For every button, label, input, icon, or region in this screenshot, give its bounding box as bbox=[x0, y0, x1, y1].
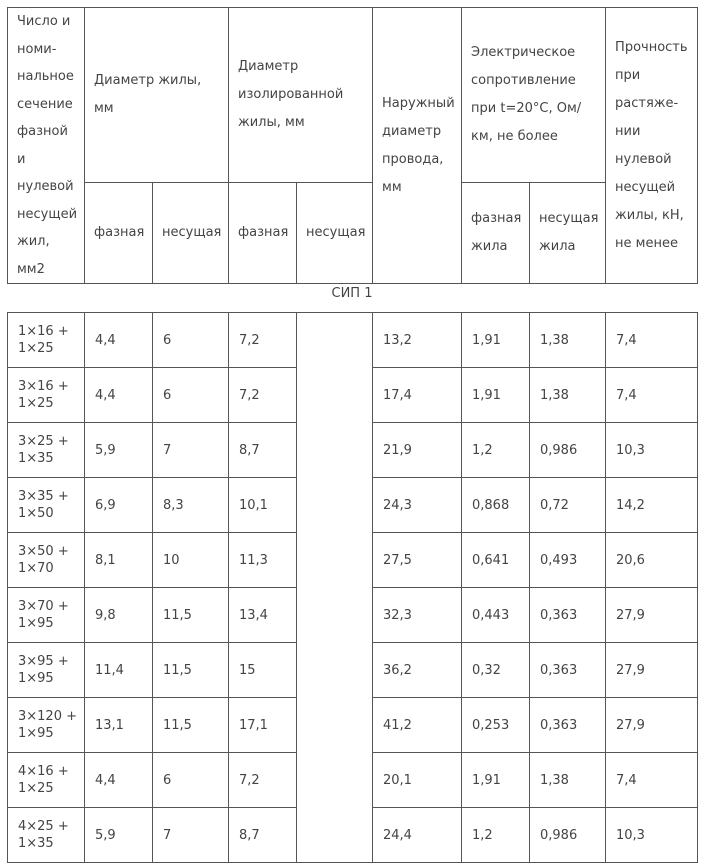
cell-resistance-phase: 1,2 bbox=[462, 808, 530, 863]
cell-resistance-carrier: 1,38 bbox=[530, 313, 606, 368]
cell-strength: 20,6 bbox=[606, 533, 698, 588]
cell-core-carrier: 11,5 bbox=[153, 643, 229, 698]
cell-resistance-carrier: 0,986 bbox=[530, 808, 606, 863]
header-core-phase: фазная bbox=[85, 183, 153, 284]
cell-core-carrier: 7 bbox=[153, 808, 229, 863]
cell-resistance-carrier: 0,363 bbox=[530, 643, 606, 698]
cell-core-carrier: 8,3 bbox=[153, 478, 229, 533]
header-strength: Прочность при растяже-нии нулевой несущей жилы, кН, не менее bbox=[606, 8, 698, 284]
cell-resistance-phase: 0,443 bbox=[462, 588, 530, 643]
table-row bbox=[8, 313, 698, 368]
cell-resistance-phase: 0,253 bbox=[462, 698, 530, 753]
header-core-diameter: Диаметр жилы, мм bbox=[85, 8, 229, 183]
cell-core-phase: 11,4 bbox=[85, 643, 153, 698]
cell-core-carrier: 7 bbox=[153, 423, 229, 478]
header-resistance: Электрическое сопротивление при t=20°C, Ом/км, не более bbox=[462, 8, 606, 183]
cell-section: 3×120 + 1×95 bbox=[8, 698, 85, 753]
cell-insulated-phase: 8,7 bbox=[229, 423, 297, 478]
cell-section: 3×35 + 1×50 bbox=[8, 478, 85, 533]
cell-section: 3×50 + 1×70 bbox=[8, 533, 85, 588]
cell-section: 4×25 + 1×35 bbox=[8, 808, 85, 863]
cell-insulated-phase: 8,7 bbox=[229, 808, 297, 863]
cell-core-phase: 4,4 bbox=[85, 753, 153, 808]
header-count-section: Число и номи-нальное сечение фазной и нулевой несущей жил, мм2 bbox=[8, 8, 85, 284]
cell-resistance-phase: 0,641 bbox=[462, 533, 530, 588]
header-insulated-carrier: несущая bbox=[297, 183, 373, 284]
cell-insulated-phase: 15 bbox=[229, 643, 297, 698]
cell-strength: 7,4 bbox=[606, 368, 698, 423]
header-resistance-phase: фазная жила bbox=[462, 183, 530, 284]
cell-core-carrier: 6 bbox=[153, 753, 229, 808]
header-insulated-core-diameter: Диаметр изолированной жилы, мм bbox=[229, 8, 373, 183]
cell-core-phase: 8,1 bbox=[85, 533, 153, 588]
cell-strength: 10,3 bbox=[606, 808, 698, 863]
cell-resistance-carrier: 1,38 bbox=[530, 368, 606, 423]
cell-core-carrier: 6 bbox=[153, 368, 229, 423]
cell-resistance-carrier: 0,363 bbox=[530, 588, 606, 643]
cell-insulated-phase: 7,2 bbox=[229, 313, 297, 368]
cell-resistance-phase: 0,868 bbox=[462, 478, 530, 533]
cell-insulated-phase: 13,4 bbox=[229, 588, 297, 643]
cell-strength: 14,2 bbox=[606, 478, 698, 533]
cell-resistance-carrier: 0,986 bbox=[530, 423, 606, 478]
cell-core-phase: 5,9 bbox=[85, 808, 153, 863]
header-outer-diameter: Наружный диаметр провода, мм bbox=[373, 8, 462, 284]
cell-outer-diameter: 27,5 bbox=[373, 533, 462, 588]
cell-outer-diameter: 21,9 bbox=[373, 423, 462, 478]
cell-strength: 7,4 bbox=[606, 313, 698, 368]
cell-resistance-phase: 1,2 bbox=[462, 423, 530, 478]
cell-core-phase: 9,8 bbox=[85, 588, 153, 643]
cell-outer-diameter: 41,2 bbox=[373, 698, 462, 753]
cell-section: 3×25 + 1×35 bbox=[8, 423, 85, 478]
cell-resistance-carrier: 0,363 bbox=[530, 698, 606, 753]
cell-strength: 27,9 bbox=[606, 588, 698, 643]
cell-core-carrier: 11,5 bbox=[153, 588, 229, 643]
header-insulated-phase: фазная bbox=[229, 183, 297, 284]
cell-core-phase: 5,9 bbox=[85, 423, 153, 478]
cell-section: 4×16 + 1×25 bbox=[8, 753, 85, 808]
section-label: СИП 1 bbox=[331, 286, 373, 301]
cell-core-carrier: 10 bbox=[153, 533, 229, 588]
cell-core-phase: 6,9 bbox=[85, 478, 153, 533]
cell-strength: 7,4 bbox=[606, 753, 698, 808]
cell-core-phase: 4,4 bbox=[85, 368, 153, 423]
header-resistance-carrier: несущая жила bbox=[530, 183, 606, 284]
cell-section: 1×16 + 1×25 bbox=[8, 313, 85, 368]
cell-core-phase: 4,4 bbox=[85, 313, 153, 368]
cell-resistance-carrier: 0,72 bbox=[530, 478, 606, 533]
cell-resistance-phase: 1,91 bbox=[462, 313, 530, 368]
cell-insulated-phase: 7,2 bbox=[229, 753, 297, 808]
cell-outer-diameter: 20,1 bbox=[373, 753, 462, 808]
cell-core-carrier: 11,5 bbox=[153, 698, 229, 753]
cell-outer-diameter: 17,4 bbox=[373, 368, 462, 423]
cell-insulated-phase: 11,3 bbox=[229, 533, 297, 588]
cell-core-phase: 13,1 bbox=[85, 698, 153, 753]
cell-resistance-phase: 1,91 bbox=[462, 368, 530, 423]
cell-outer-diameter: 36,2 bbox=[373, 643, 462, 698]
cell-outer-diameter: 13,2 bbox=[373, 313, 462, 368]
header-table bbox=[7, 7, 698, 284]
cell-insulated-carrier bbox=[297, 313, 373, 863]
cell-strength: 10,3 bbox=[606, 423, 698, 478]
cell-strength: 27,9 bbox=[606, 643, 698, 698]
cell-core-carrier: 6 bbox=[153, 313, 229, 368]
cell-section: 3×16 + 1×25 bbox=[8, 368, 85, 423]
cell-resistance-phase: 0,32 bbox=[462, 643, 530, 698]
cell-insulated-phase: 10,1 bbox=[229, 478, 297, 533]
cell-outer-diameter: 24,3 bbox=[373, 478, 462, 533]
cell-outer-diameter: 32,3 bbox=[373, 588, 462, 643]
data-table bbox=[7, 312, 698, 863]
header-core-carrier: несущая bbox=[153, 183, 229, 284]
cell-resistance-phase: 1,91 bbox=[462, 753, 530, 808]
cell-section: 3×70 + 1×95 bbox=[8, 588, 85, 643]
cell-resistance-carrier: 0,493 bbox=[530, 533, 606, 588]
cell-strength: 27,9 bbox=[606, 698, 698, 753]
cell-section: 3×95 + 1×95 bbox=[8, 643, 85, 698]
cell-insulated-phase: 7,2 bbox=[229, 368, 297, 423]
cell-outer-diameter: 24,4 bbox=[373, 808, 462, 863]
cell-resistance-carrier: 1,38 bbox=[530, 753, 606, 808]
cell-insulated-phase: 17,1 bbox=[229, 698, 297, 753]
